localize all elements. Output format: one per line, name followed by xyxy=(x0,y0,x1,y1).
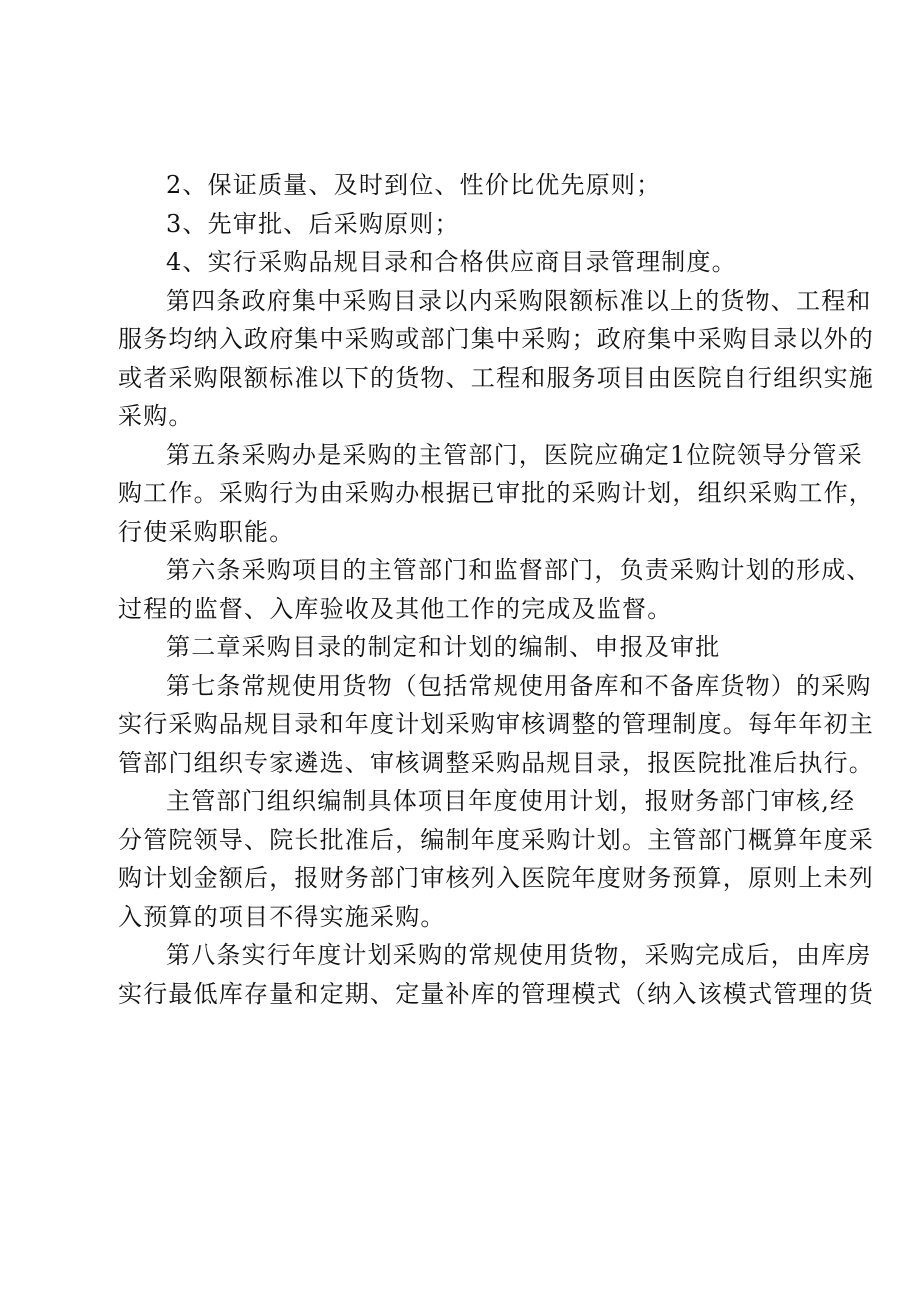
text-line: 购工作。采购行为由采购办根据已审批的采购计划，组织采购工作， xyxy=(118,479,874,507)
text-line: 采购。 xyxy=(118,402,194,430)
text-line: 4、实行采购品规目录和合格供应商目录管理制度。 xyxy=(166,248,737,276)
paragraph-principle-3 xyxy=(118,205,818,244)
text-line: 购计划金额后，报财务部门审核列入医院年度财务预算，原则上未列 xyxy=(118,864,874,892)
paragraph-article-4 xyxy=(118,282,874,436)
text-line: 3、先审批、后采购原则； xyxy=(166,209,460,238)
text-line: 第二章采购目录的制定和计划的编制、申报及审批 xyxy=(166,633,721,661)
chapter-heading-2 xyxy=(118,628,818,667)
text-line: 行使采购职能。 xyxy=(118,517,295,546)
text-line: 2、保证质量、及时到位、性价比优先原则； xyxy=(166,171,662,199)
paragraph-principle-2 xyxy=(118,166,818,205)
text-line: 第五条采购办是采购的主管部门，医院应确定1位院领导分管采 xyxy=(166,440,863,469)
paragraph-article-7 xyxy=(118,667,874,783)
text-line: 第七条常规使用货物（包括常规使用备库和不备库货物）的采购 xyxy=(166,671,872,700)
paragraph-article-5 xyxy=(118,436,874,552)
text-line: 管部门组织专家遴选、审核调整采购品规目录，报医院批准后执行。 xyxy=(118,748,874,777)
text-line: 服务均纳入政府集中采购或部门集中采购；政府集中采购目录以外的 xyxy=(118,325,874,353)
text-line: 实行最低库存量和定期、定量补库的管理模式（纳入该模式管理的货 xyxy=(118,979,874,1008)
paragraph-annual-plan xyxy=(118,782,874,936)
text-line: 第八条实行年度计划采购的常规使用货物，采购完成后，由库房 xyxy=(166,941,872,969)
paragraph-article-6 xyxy=(118,551,872,628)
text-line: 主管部门组织编制具体项目年度使用计划，报财务部门审核,经 xyxy=(166,787,856,815)
document-body xyxy=(118,166,874,1013)
paragraph-principle-4 xyxy=(118,243,818,282)
text-line: 第六条采购项目的主管部门和监督部门，负责采购计划的形成、 xyxy=(166,556,872,584)
text-line: 过程的监督、入库验收及其他工作的完成及监督。 xyxy=(118,594,673,623)
text-line: 第四条政府集中采购目录以内采购限额标准以上的货物、工程和 xyxy=(166,286,872,315)
text-line: 或者采购限额标准以下的货物、工程和服务项目由医院自行组织实施 xyxy=(118,363,874,392)
text-line: 入预算的项目不得实施采购。 xyxy=(118,902,446,931)
text-line: 实行采购品规目录和年度计划采购审核调整的管理制度。每年年初主 xyxy=(118,710,874,738)
paragraph-article-8 xyxy=(118,936,874,1013)
text-line: 分管院领导、院长批准后，编制年度采购计划。主管部门概算年度采 xyxy=(118,825,874,854)
